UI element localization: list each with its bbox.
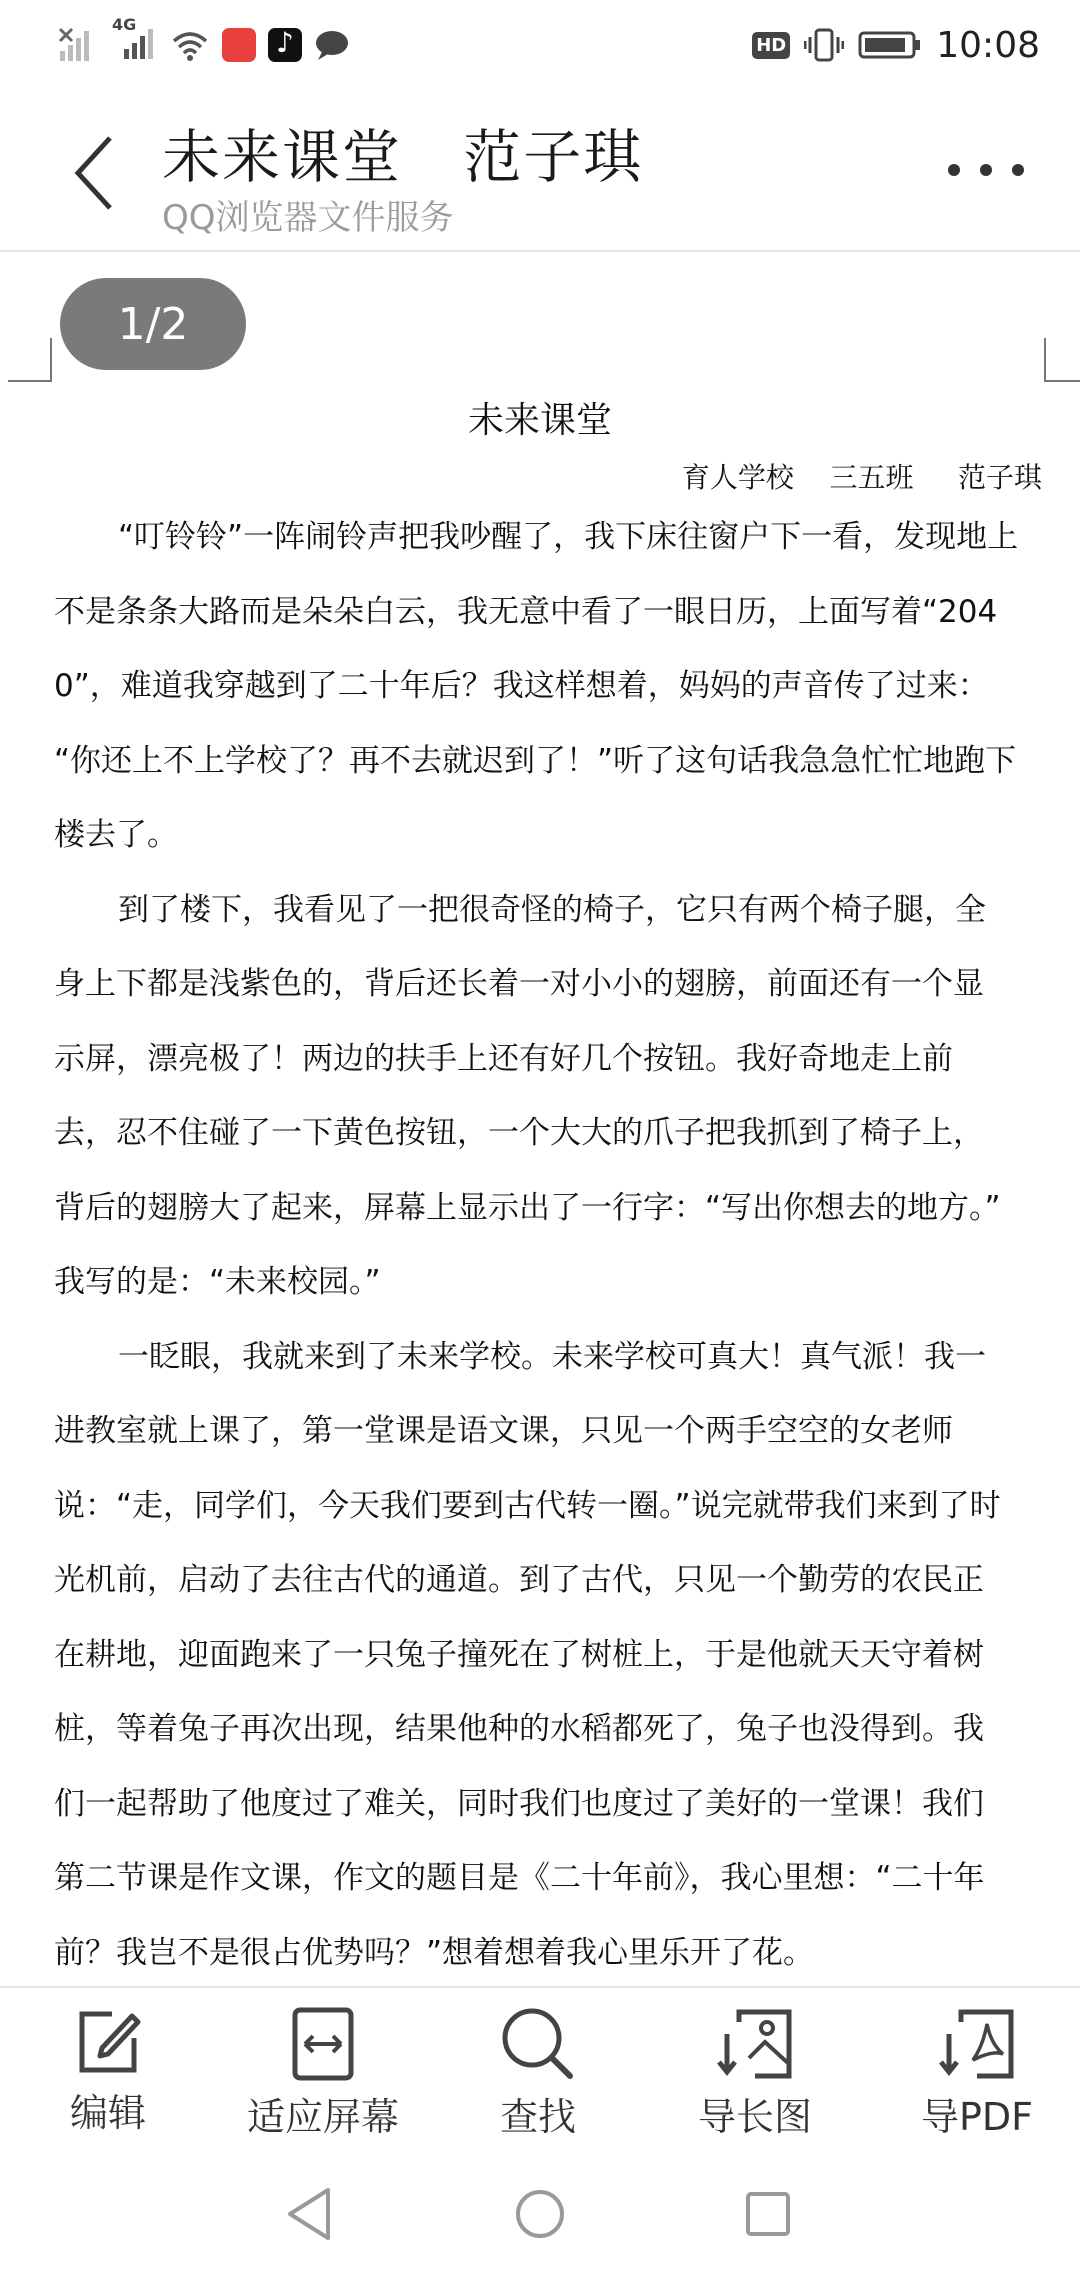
fit-screen-label: 适应屏幕 bbox=[246, 2095, 399, 2139]
page-subtitle: QQ浏览器文件服务 bbox=[162, 198, 454, 238]
document-line: 到了楼下，我看见了一把很奇怪的椅子，它只有两个椅子腿，全 bbox=[118, 891, 986, 928]
app-header bbox=[0, 90, 1080, 252]
document-line: 进教室就上课了，第一堂课是语文课，只见一个两手空空的女老师 bbox=[54, 1413, 953, 1449]
document-title: 未来课堂 bbox=[467, 400, 612, 441]
export-image-icon bbox=[715, 2006, 795, 2082]
document-line: 背后的翅膀大了起来，屏幕上显示出了一行字：“写出你想去的地方。” bbox=[54, 1189, 1001, 1226]
search-icon bbox=[500, 2006, 576, 2082]
document-line: 说：“走，同学们，今天我们要到古代转一圈。”说完就带我们来到了时 bbox=[54, 1487, 1001, 1524]
export-pdf-label: 导PDF bbox=[920, 2095, 1034, 2139]
edit-button[interactable] bbox=[58, 1988, 158, 2148]
page-indicator: 1/2 bbox=[60, 278, 246, 370]
document-line: “叮铃铃”一阵闹铃声把我吵醒了，我下床往窗户下一看，发现地上 bbox=[118, 519, 1019, 555]
fit-screen-button[interactable] bbox=[238, 1988, 408, 2148]
signal-1-icon bbox=[58, 25, 102, 65]
page-title: 未来课堂 范子琪 bbox=[162, 123, 644, 191]
export-long-image-button[interactable] bbox=[690, 1988, 820, 2148]
document-line: 前？我岂不是很占优势吗？”想着想着我心里乐开了花。 bbox=[54, 1934, 815, 1971]
more-dot-icon bbox=[948, 164, 960, 176]
nav-home-icon[interactable] bbox=[514, 2186, 566, 2242]
network-type-label: 4G bbox=[112, 15, 137, 34]
document-line: 们一起帮助了他度过了难关，同时我们也度过了美好的一堂课！我们 bbox=[54, 1785, 984, 1822]
message-icon bbox=[314, 28, 350, 62]
nav-back-icon[interactable] bbox=[284, 2186, 336, 2242]
document-line: 不是条条大路而是朵朵白云，我无意中看了一眼日历，上面写着“204 bbox=[54, 593, 998, 630]
fit-screen-icon bbox=[291, 2006, 355, 2082]
document-line: 身上下都是浅紫色的，背后还长着一对小小的翅膀，前面还有一个显 bbox=[54, 966, 984, 1002]
hd-badge: HD bbox=[752, 32, 790, 59]
document-line: “你还上不上学校了？再不去就迟到了！”听了这句话我急急忙忙地跑下 bbox=[54, 742, 1017, 779]
document-line: 在耕地，迎面跑来了一只兔子撞死在了树桩上，于是他就天天守着树 bbox=[54, 1636, 984, 1673]
export-pdf-button[interactable] bbox=[902, 1988, 1052, 2148]
battery-icon bbox=[858, 30, 922, 60]
status-right bbox=[752, 22, 1040, 68]
document-line: 一眨眼，我就来到了未来学校。未来学校可真大！真气派！我一 bbox=[118, 1338, 986, 1375]
edit-label: 编辑 bbox=[69, 2091, 146, 2135]
huawei-app-icon bbox=[222, 28, 256, 62]
back-button[interactable] bbox=[62, 128, 132, 218]
status-left bbox=[58, 15, 350, 68]
status-bar bbox=[0, 0, 1080, 90]
system-navigation-bar bbox=[0, 2146, 1080, 2280]
more-dot-icon bbox=[1012, 164, 1024, 176]
bottom-toolbar bbox=[0, 1986, 1080, 2146]
find-button[interactable] bbox=[488, 1988, 588, 2148]
back-arrow-icon bbox=[62, 128, 132, 218]
find-label: 查找 bbox=[499, 2095, 576, 2139]
document-line: 桩，等着兔子再次出现，结果他种的水稻都死了，兔子也没得到。我 bbox=[54, 1711, 984, 1747]
edit-icon bbox=[72, 2006, 144, 2078]
more-options-button[interactable] bbox=[948, 150, 1024, 190]
export-long-image-label: 导长图 bbox=[697, 2095, 812, 2139]
document-line: 示屏，漂亮极了！两边的扶手上还有好几个按钮。我好奇地走上前 bbox=[54, 1040, 953, 1077]
document-line: 去，忍不住碰了一下黄色按钮，一个大大的爪子把我抓到了椅子上， bbox=[54, 1115, 984, 1151]
document-line: 光机前，启动了去往古代的通道。到了古代，只见一个勤劳的农民正 bbox=[54, 1562, 984, 1598]
vibrate-icon bbox=[804, 27, 844, 63]
clock: 10:08 bbox=[936, 24, 1040, 66]
document-line: 第二节课是作文课，作文的题目是《二十年前》，我心里想：“二十年 bbox=[54, 1860, 985, 1896]
document-body bbox=[54, 500, 1044, 1990]
page-corner-mark-right bbox=[1044, 338, 1080, 382]
wifi-icon bbox=[170, 27, 210, 63]
more-dot-icon bbox=[980, 164, 992, 176]
signal-2-group bbox=[112, 15, 158, 67]
document-line: 我写的是：“未来校园。” bbox=[54, 1264, 381, 1300]
nav-recents-icon[interactable] bbox=[742, 2186, 794, 2242]
page-corner-mark-left bbox=[8, 338, 52, 382]
document-byline: 育人学校 三五班 范子琪 bbox=[681, 461, 1042, 494]
document-line: 楼去了。 bbox=[54, 817, 178, 853]
tiktok-app-icon bbox=[268, 28, 302, 62]
export-pdf-icon bbox=[937, 2006, 1017, 2082]
document-line: 0”，难道我穿越到了二十年后？我这样想着，妈妈的声音传了过来： bbox=[54, 668, 989, 704]
